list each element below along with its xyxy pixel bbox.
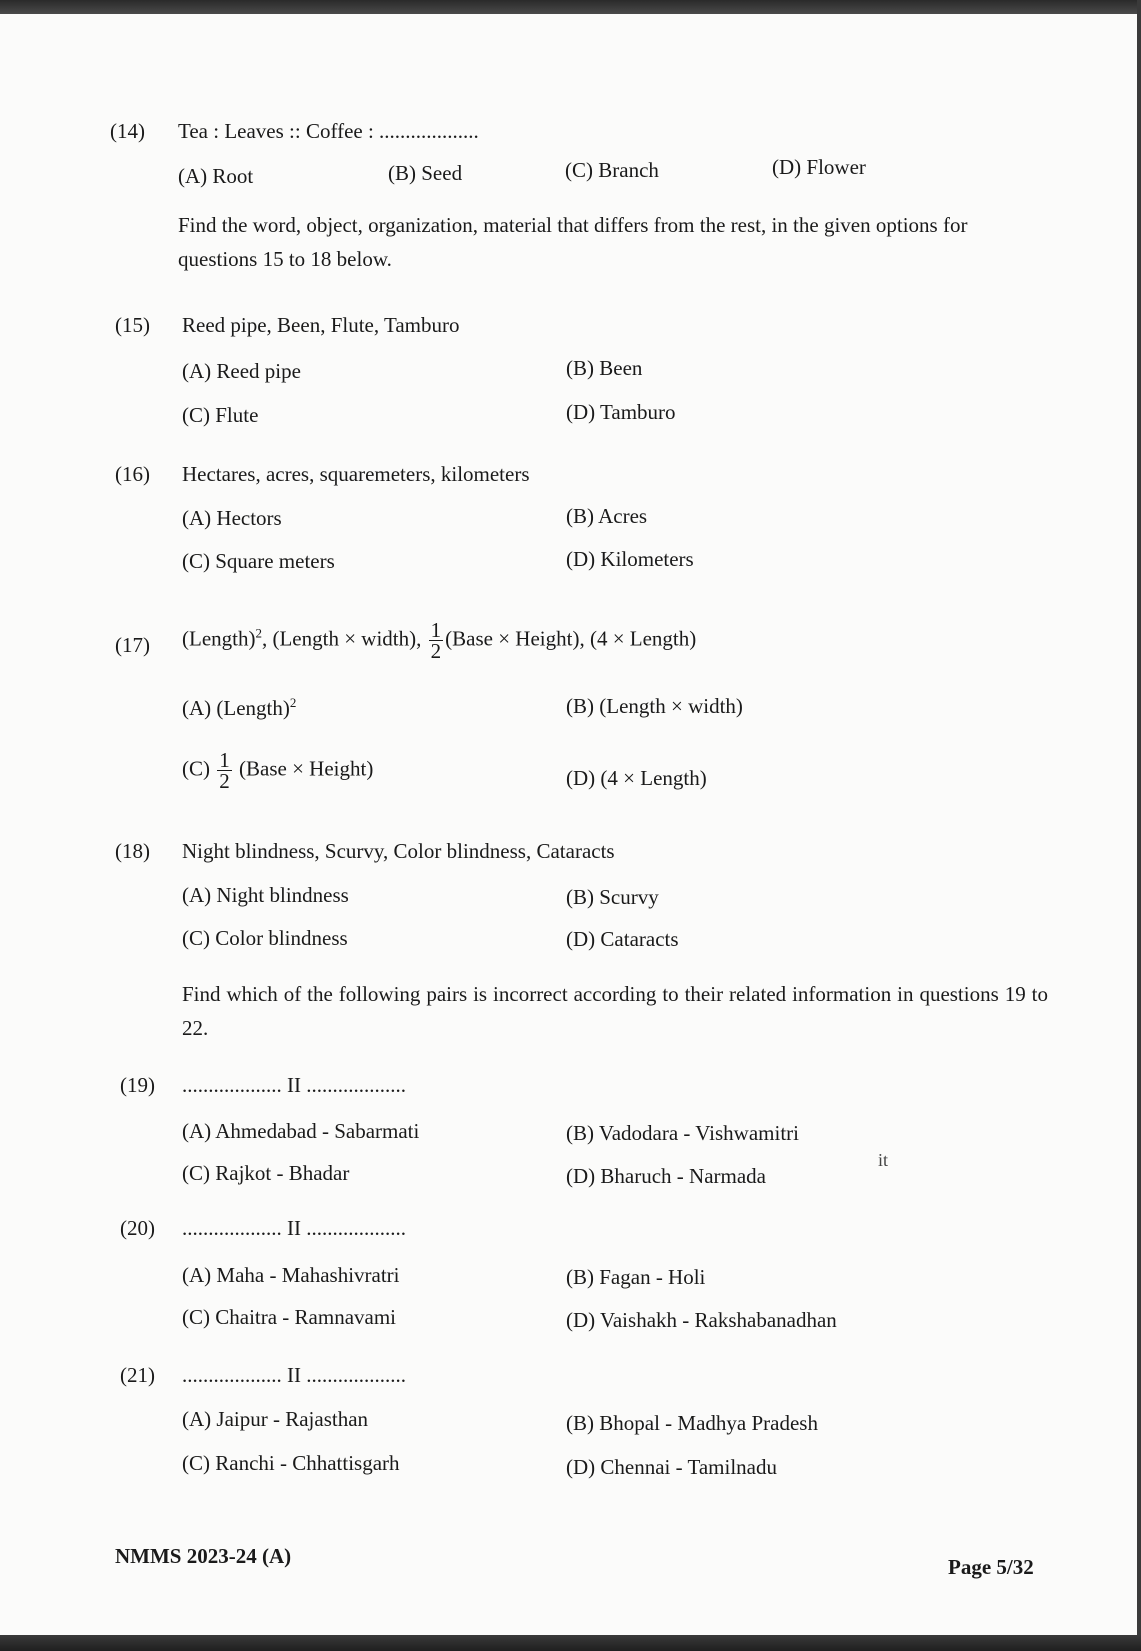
option-d: (D) Flower (772, 155, 866, 179)
question-stem (182, 620, 696, 661)
option-d: (D) Vaishakh - Rakshabanadhan (566, 1308, 837, 1332)
option-c: (C) Flute (182, 403, 259, 427)
question-stem: Night blindness, Scurvy, Color blindness, Cataracts (182, 839, 615, 863)
question-number: (20) (120, 1216, 155, 1240)
question-stem: Hectares, acres, squaremeters, kilometers (182, 462, 530, 486)
option-b: (B) Fagan - Holi (566, 1265, 706, 1289)
option-a: (A) Root (178, 164, 254, 188)
option-d: (D) Chennai - Tamilnadu (566, 1455, 778, 1479)
option-a (182, 690, 296, 721)
option-b: (B) (Length × width) (566, 694, 743, 718)
question-number: (21) (120, 1363, 155, 1387)
question-number: (18) (115, 839, 150, 863)
stem-text: , (Length × width), (261, 626, 422, 651)
exponent: 2 (289, 695, 297, 710)
option-d: (D) Tamburo (566, 400, 676, 424)
scan-top-edge (0, 0, 1141, 14)
option-a: (A) Night blindness (182, 883, 349, 907)
fraction-numerator: 1 (219, 748, 230, 772)
question-number: (15) (115, 313, 150, 337)
fraction (217, 750, 232, 791)
question-stem: ................... II ................... (182, 1363, 406, 1387)
fraction-denominator: 2 (219, 769, 230, 793)
exam-code: NMMS 2023-24 (A) (115, 1544, 292, 1568)
option-b: (B) Been (566, 356, 643, 380)
option-d: (D) (4 × Length) (566, 766, 707, 790)
option-b: (B) Bhopal - Madhya Pradesh (566, 1411, 818, 1435)
question-stem: Reed pipe, Been, Flute, Tamburo (182, 313, 460, 337)
option-c: (C) Square meters (182, 549, 335, 573)
option-d: (D) Cataracts (566, 927, 679, 951)
page-number: Page 5/32 (948, 1555, 1034, 1579)
option-b: (B) Acres (566, 504, 648, 528)
question-stem: ................... II ................... (182, 1073, 406, 1097)
fraction-denominator: 2 (430, 639, 442, 663)
option-a: (A) Ahmedabad - Sabarmati (182, 1119, 420, 1143)
question-stem: ................... II ................... (182, 1216, 406, 1240)
instruction-text: Find the word, object, organization, material that differs from the rest, in the given options for questions 15 to 18 below. (178, 213, 968, 271)
option-text: (A) (Length) (182, 696, 290, 720)
question-number: (14) (110, 119, 145, 143)
option-a: (A) Maha - Mahashivratri (182, 1263, 400, 1287)
stem-text: (Base × Height), (4 × Length) (445, 626, 697, 651)
option-c: (C) Ranchi - Chhattisgarh (182, 1451, 400, 1475)
option-text: (Base × Height) (239, 756, 374, 781)
option-c: (C) Branch (565, 158, 659, 182)
fraction (429, 620, 444, 661)
option-c: (C) Rajkot - Bhadar (182, 1161, 350, 1185)
margin-handwriting: it (878, 1150, 889, 1170)
option-a: (A) Reed pipe (182, 359, 301, 383)
stem-text: (Length) (182, 626, 256, 651)
scan-right-edge (1137, 0, 1141, 1651)
option-a: (A) Jaipur - Rajasthan (182, 1407, 369, 1431)
option-c: (C) Color blindness (182, 926, 348, 950)
question-stem: Tea : Leaves :: Coffee : ................... (178, 119, 479, 143)
option-d: (D) Bharuch - Narmada (566, 1164, 766, 1188)
option-c (182, 750, 373, 791)
instruction-text: Find which of the following pairs is incorrect according to their related information in questions 19 to 22. (182, 982, 1048, 1040)
fraction-numerator: 1 (430, 618, 442, 642)
option-label: (C) (182, 756, 210, 781)
question-number: (16) (115, 462, 150, 486)
scan-bottom-edge (0, 1635, 1141, 1651)
option-b: (B) Vadodara - Vishwamitri (566, 1121, 799, 1145)
exponent: 2 (255, 625, 262, 641)
option-d: (D) Kilometers (566, 547, 694, 571)
option-a: (A) Hectors (182, 506, 282, 530)
option-b: (B) Seed (388, 161, 463, 185)
option-b: (B) Scurvy (566, 885, 659, 909)
question-number: (17) (115, 633, 150, 657)
option-c: (C) Chaitra - Ramnavami (182, 1305, 397, 1329)
question-number: (19) (120, 1073, 155, 1097)
